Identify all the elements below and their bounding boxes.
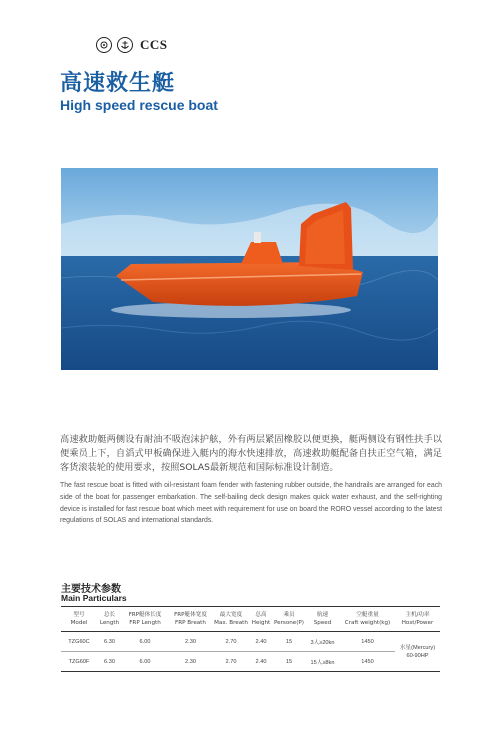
page-title-en: High speed rescue boat xyxy=(60,97,218,113)
particulars-title-en: Main Particulars xyxy=(61,593,127,603)
particulars-table xyxy=(61,606,440,672)
header-model: 型号 Model xyxy=(61,607,97,632)
cell-weight: 1450 xyxy=(340,632,395,652)
description-cn: 高速救助艇两侧设有耐油不吸泡沫护舷，外有两层紧固橡胶以便更换，艇两侧设有钢性扶手以便乘员上下，自滔式甲板确保进入艇内的海水快速排放，高速救助艇配备自扶正空气箱，满足客货滚装轮的使用要求，按照SOLAS最新规范和国际标准设计制造。 xyxy=(60,434,442,473)
header-frp-breath: FRP艇体宽度 FRP Breath xyxy=(168,607,213,632)
cell-frp-length: 6.00 xyxy=(122,652,168,672)
cell-persons: 15 xyxy=(273,652,305,672)
header-height: 总高 Height xyxy=(249,607,273,632)
particulars-title-cn: 主要技术参数 xyxy=(61,584,121,595)
cell-model: TZG60F xyxy=(61,652,97,672)
anchor-emblem-icon xyxy=(117,37,133,53)
cell-speed: 15人≥8kn xyxy=(305,652,340,672)
cell-power xyxy=(395,632,440,672)
cell-length: 6.30 xyxy=(97,632,122,652)
cell-length: 6.30 xyxy=(97,652,122,672)
cell-frp-length: 6.00 xyxy=(122,632,168,652)
header-length: 总长 Length xyxy=(97,607,122,632)
header-power: 主机/功率 Host/Power xyxy=(395,607,440,632)
header-persons: 乘员 Persone(P) xyxy=(273,607,305,632)
ccs-brand: CCS xyxy=(140,37,168,52)
seal-emblem-icon xyxy=(96,37,112,53)
description-en: The fast rescue boat is fitted with oil-resistant foam fender with fastening rubber outside, the handrails are arranged for each side of the boat for passenger embarkation. The self-bailing deck design makes quick water exhaust, and the self-righting device is installed for fast rescue boat which meet with requirement for use on board the RORO vessel according to the latest regulations of SOLAS and international standards. xyxy=(60,482,442,525)
power-range: 60-90HP xyxy=(406,652,429,659)
cell-speed: 3人≥20kn xyxy=(305,632,340,652)
table-header-row xyxy=(61,607,440,632)
table-row xyxy=(61,632,440,652)
header-frp-length: FRP艇体长度 FRP Length xyxy=(122,607,168,632)
cell-weight: 1450 xyxy=(340,652,395,672)
cell-frp-breath: 2.30 xyxy=(168,632,213,652)
cell-frp-breath: 2.30 xyxy=(168,652,213,672)
cell-height: 2.40 xyxy=(249,652,273,672)
header-max-breath: 最大宽度 Max. Breath xyxy=(213,607,249,632)
cell-max-breath: 2.70 xyxy=(213,652,249,672)
power-brand: 水星(Mercury) xyxy=(399,644,436,651)
cell-max-breath: 2.70 xyxy=(213,632,249,652)
page-title-cn: 高速救生艇 xyxy=(60,71,176,96)
header-weight: 空艇重量 Craft weight(kg) xyxy=(340,607,395,632)
rescue-boat-photo xyxy=(61,168,438,370)
header-speed: 航速 Speed xyxy=(305,607,340,632)
table-row xyxy=(61,652,440,672)
orange-rescue-boat-icon xyxy=(61,168,438,370)
cell-model: TZG60C xyxy=(61,632,97,652)
cell-height: 2.40 xyxy=(249,632,273,652)
cell-persons: 15 xyxy=(273,632,305,652)
header-logos xyxy=(96,37,168,53)
